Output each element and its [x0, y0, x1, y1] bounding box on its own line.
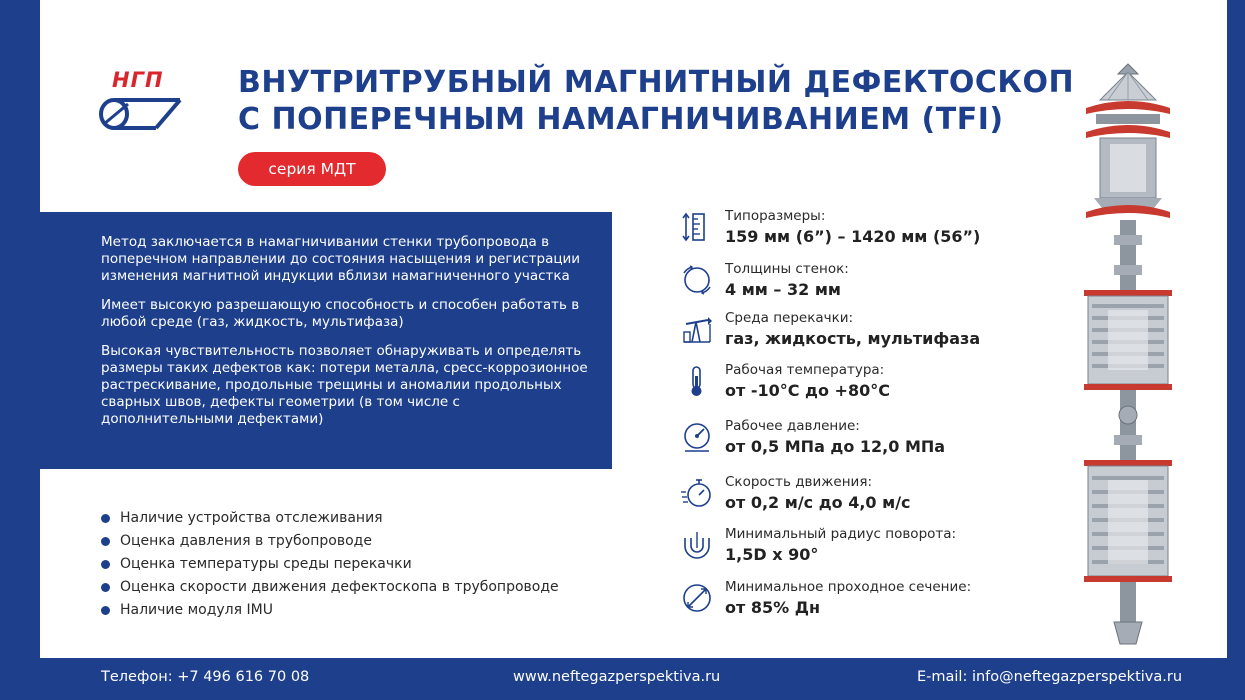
feature-item: Оценка давления в трубопроводе: [101, 531, 559, 554]
page-title: [238, 64, 1074, 138]
spec-value: от 0,5 МПа до 12,0 МПа: [725, 437, 946, 456]
spec-label: Типоразмеры:: [725, 208, 826, 224]
defectoscope-device-illustration: [1078, 60, 1178, 650]
description-paragraph: Высокая чувствительность позволяет обнаруживать и определять размеры таких дефектов как: потери металла, сресс-коррозионное растрескивание, продольные трещины и аномалии продольных сварных швов, дефекты геометрии (в том числе с дополнительными дефектами): [101, 343, 588, 427]
description-paragraph: Метод заключается в намагничивании стенки трубопровода в поперечном направлении до состояния насыщения и регистрации изменения магнитной индукции вблизи намагниченного участка: [101, 234, 581, 284]
ruler-icon: [680, 210, 714, 244]
feature-item: Наличие модуля IMU: [101, 600, 559, 623]
stopwatch-icon: [680, 476, 714, 510]
footer-phone: Телефон: +7 496 616 70 08: [101, 669, 310, 685]
pump-jack-icon: [680, 312, 714, 346]
feature-list: [101, 508, 559, 623]
spec-value: 159 мм (6”) – 1420 мм (56”): [725, 227, 981, 246]
wall-thickness-icon: [680, 263, 714, 297]
pipe-logo-icon: [96, 96, 182, 132]
thermometer-icon: [680, 364, 714, 398]
spec-value: от 85% Дн: [725, 598, 821, 617]
description-panel: [40, 212, 612, 469]
spec-value: 4 мм – 32 мм: [725, 280, 841, 299]
description-paragraph: Имеет высокую разрешающую способность и способен работать в любой среде (газ, жидкость, мультифаза): [101, 297, 580, 330]
series-badge: серия МДТ: [238, 152, 386, 186]
right-frame-bar: [1227, 0, 1245, 700]
spec-value: от 0,2 м/с до 4,0 м/с: [725, 493, 911, 512]
feature-item: Оценка температуры среды перекачки: [101, 554, 559, 577]
spec-label: Среда перекачки:: [725, 310, 854, 326]
spec-value: 1,5D х 90°: [725, 545, 819, 564]
spec-label: Минимальный радиус поворота:: [725, 526, 957, 542]
company-logo: [96, 68, 186, 138]
spec-label: Рабочая температура:: [725, 362, 885, 378]
title-line-1: ВНУТРИТРУБНЫЙ МАГНИТНЫЙ ДЕФЕКТОСКОП: [238, 65, 1075, 100]
spec-label: Минимальное проходное сечение:: [725, 579, 972, 595]
title-line-2: С ПОПЕРЕЧНЫМ НАМАГНИЧИВАНИЕМ (TFI): [238, 102, 1004, 137]
logo-text: НГП: [112, 68, 164, 92]
bend-radius-icon: [680, 528, 714, 562]
diameter-icon: [680, 581, 714, 615]
spec-value: от -10°С до +80°С: [725, 381, 890, 400]
spec-label: Скорость движения:: [725, 474, 873, 490]
pressure-gauge-icon: [680, 420, 714, 454]
footer-bar: [0, 658, 1245, 700]
feature-item: Оценка скорости движения дефектоскопа в трубопроводе: [101, 577, 559, 600]
left-frame-bar: [0, 0, 40, 700]
spec-label: Рабочее давление:: [725, 418, 860, 434]
feature-item: Наличие устройства отслеживания: [101, 508, 559, 531]
footer-website-link[interactable]: www.neftegazperspektiva.ru: [513, 669, 721, 685]
footer-email-link[interactable]: E-mail: info@neftegazperspektiva.ru: [917, 669, 1183, 685]
spec-value: газ, жидкость, мультифаза: [725, 329, 981, 348]
spec-label: Толщины стенок:: [725, 261, 849, 277]
